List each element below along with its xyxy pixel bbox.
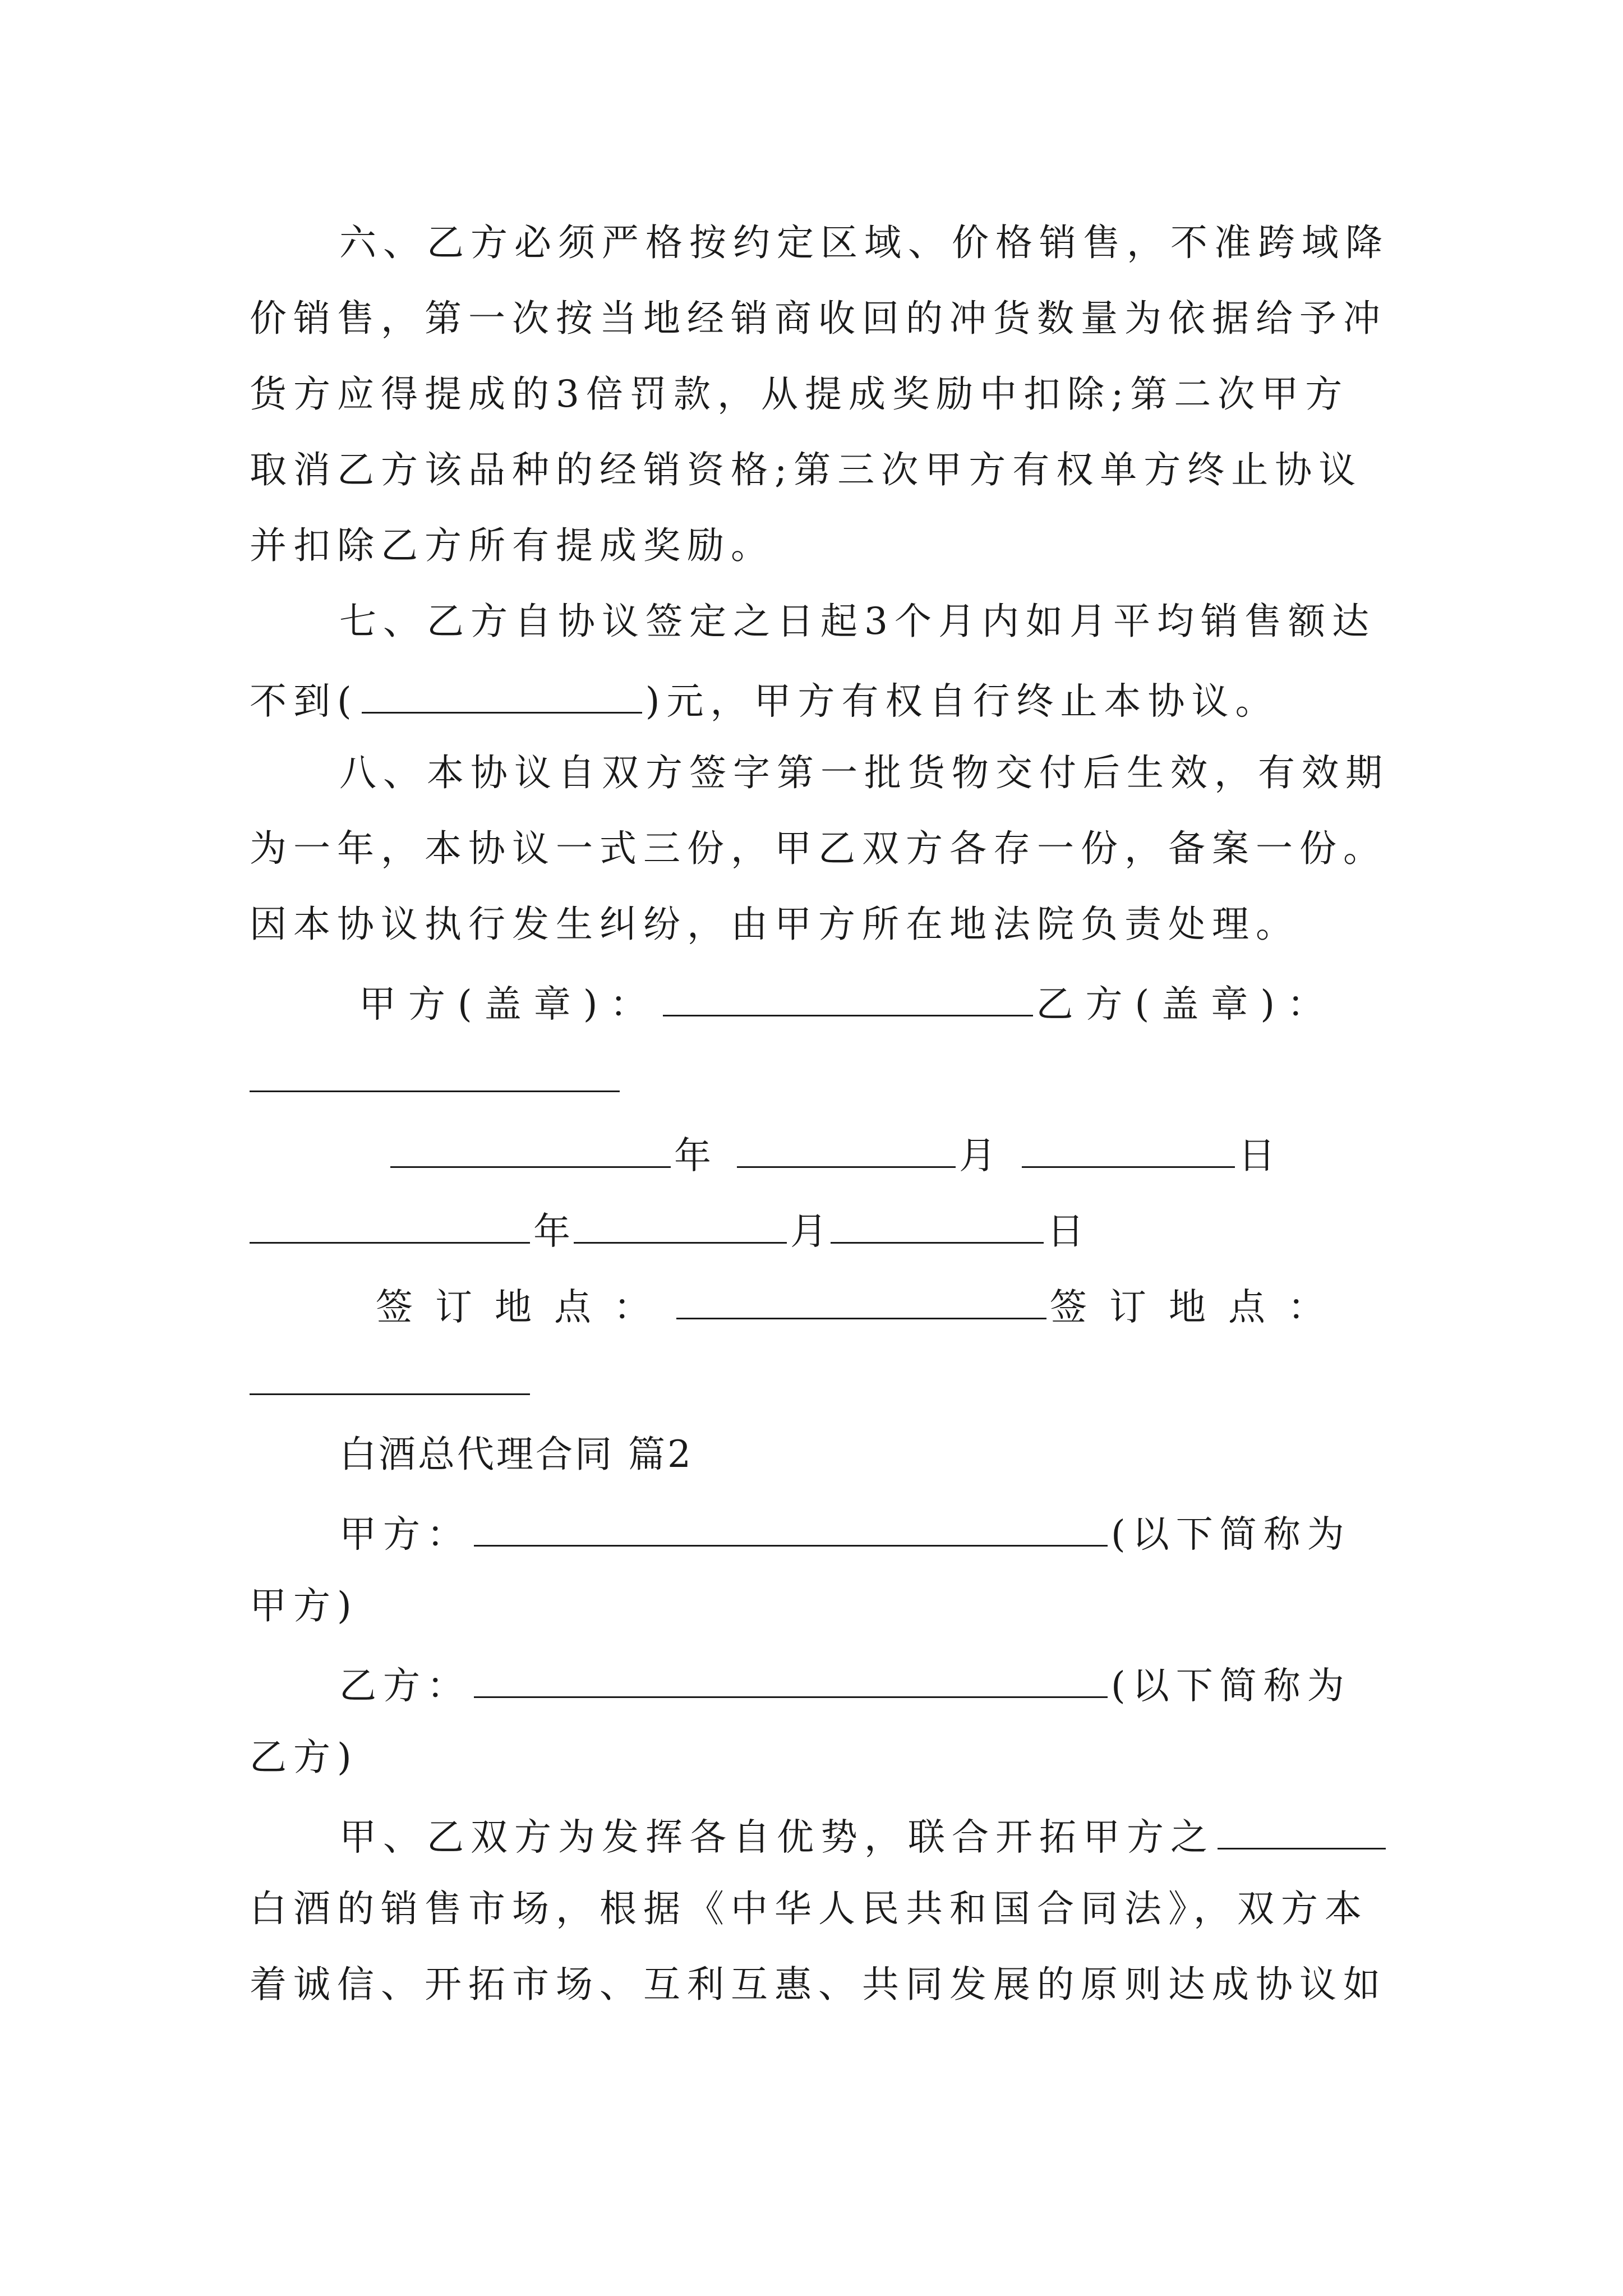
date-line-b	[250, 1209, 1394, 1253]
date-a-month-blank[interactable]	[737, 1133, 956, 1168]
party-a-suffix: (以下简称为	[1111, 1512, 1351, 1556]
date-b-day-blank[interactable]	[831, 1209, 1044, 1244]
clause-6-line-2: 价销售，第一次按当地经销商收回的冲货数量为依据给予冲	[250, 297, 1387, 340]
intro-line-3: 着诚信、开拓市场、互利互惠、共同发展的原则达成协议如	[250, 1963, 1387, 2006]
place-b-blank[interactable]	[250, 1360, 530, 1395]
place-b-label: 签订地点：	[1050, 1285, 1347, 1329]
date-b-month-label: 月	[790, 1209, 827, 1253]
clause-7-line-2	[250, 679, 1394, 723]
date-b-day-label: 日	[1047, 1209, 1084, 1253]
party-b-seal-blank[interactable]	[250, 1057, 620, 1092]
date-a-month-label: 月	[959, 1134, 1018, 1177]
intro-line-2: 白酒的销售市场，根据《中华人民共和国合同法》，双方本	[250, 1887, 1368, 1930]
date-a-day-label: 日	[1238, 1134, 1298, 1177]
party-b-end: 乙方)	[250, 1736, 358, 1779]
date-a-year-blank[interactable]	[390, 1133, 671, 1168]
date-line-a	[387, 1133, 1396, 1177]
clause-6-line-4: 取消乙方该品种的经销资格;第三次甲方有权单方终止协议	[250, 448, 1363, 491]
date-b-month-blank[interactable]	[574, 1209, 787, 1244]
party-a-seal-label: 甲方(盖章)：	[359, 982, 660, 1026]
party-b-label: 乙方：	[339, 1664, 471, 1708]
clause-7-suffix: )元，甲方有权自行终止本协议。	[645, 679, 1279, 723]
clause-7-line-1: 七、乙方自协议签定之日起3个月内如月平均销售额达	[339, 600, 1376, 643]
party-a-label: 甲方：	[339, 1512, 471, 1556]
place-a-blank[interactable]	[676, 1285, 1046, 1319]
clause-6-line-3: 货方应得提成的3倍罚款，从提成奖励中扣除;第二次甲方	[250, 372, 1349, 416]
party-b-seal-label: 乙方(盖章)：	[1036, 982, 1336, 1026]
party-a-line	[339, 1512, 1394, 1556]
seal-line	[359, 982, 1396, 1026]
party-b-blank[interactable]	[474, 1663, 1108, 1698]
party-b-seal-line	[250, 1057, 1394, 1098]
clause-6-line-5: 并扣除乙方所有提成奖励。	[250, 524, 774, 567]
clause-8-line-3: 因本协议执行发生纠纷，由甲方所在地法院负责处理。	[250, 903, 1299, 946]
place-b-line	[250, 1360, 1394, 1401]
party-a-end: 甲方)	[250, 1584, 358, 1627]
clause-6-line-1: 六、乙方必须严格按约定区域、价格销售，不准跨域降	[339, 221, 1389, 264]
amount-blank[interactable]	[362, 679, 642, 714]
party-a-blank[interactable]	[474, 1512, 1108, 1547]
intro-line-1	[339, 1815, 1394, 1859]
date-b-year-label: 年	[533, 1209, 570, 1253]
clause-8-line-1: 八、本协议自双方签字第一批货物交付后生效，有效期	[339, 751, 1389, 794]
date-a-year-label: 年	[674, 1134, 734, 1177]
intro-line-1-text: 甲、乙双方为发挥各自优势，联合开拓甲方之	[339, 1815, 1214, 1859]
clause-7-prefix: 不到(	[250, 679, 358, 723]
place-a-label: 签订地点：	[376, 1285, 673, 1329]
place-line	[376, 1285, 1396, 1329]
section-2-heading: 白酒总代理合同 篇2	[339, 1433, 693, 1476]
date-b-year-blank[interactable]	[250, 1209, 530, 1244]
clause-8-line-2: 为一年，本协议一式三份，甲乙双方各存一份，备案一份。	[250, 827, 1387, 870]
party-b-suffix: (以下简称为	[1111, 1664, 1351, 1708]
party-a-seal-blank[interactable]	[663, 982, 1033, 1016]
date-a-day-blank[interactable]	[1022, 1133, 1235, 1168]
product-blank[interactable]	[1218, 1815, 1386, 1849]
party-b-line	[339, 1663, 1394, 1708]
